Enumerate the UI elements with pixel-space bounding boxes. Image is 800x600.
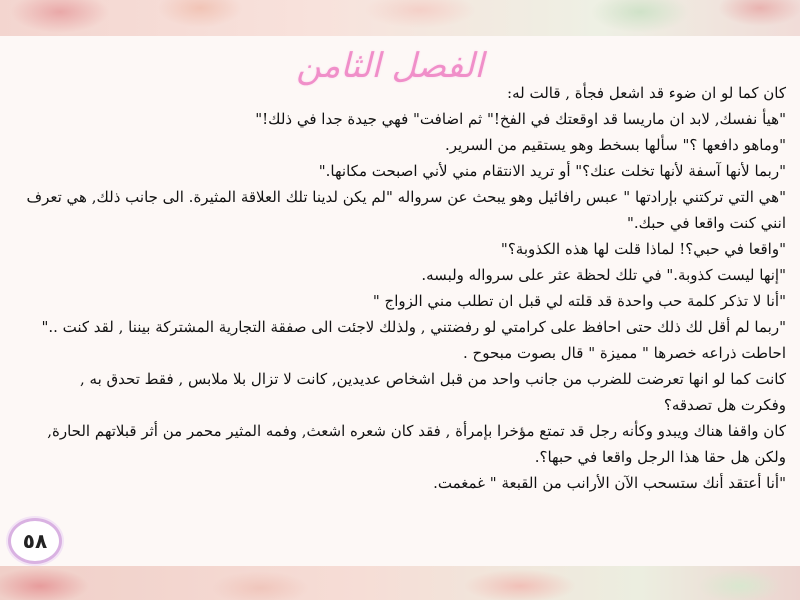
text-line: كان واقفا هناك ويبدو وكأنه رجل قد تمتع مؤخرا بإمرأة , فقد كان شعره اشعث, وفمه المثير محمر من أثر قبلاتهم الحارة, [47, 422, 786, 440]
text-line: ولكن هل حقا هذا الرجل واقعا في حبها؟. [534, 448, 786, 466]
page-number-badge [8, 518, 62, 564]
text-line: "إنها ليست كذوبة." في تلك لحظة عثر على سرواله ولبسه. [421, 266, 786, 284]
chapter-title: الفصل الثامن [296, 46, 484, 86]
text-line: كانت كما لو انها تعرضت للضرب من جانب واحد من قبل اشخاص عديدين, كانت لا تزال بلا ملابس , فقط تحدق به , [80, 370, 786, 388]
text-line: "ربما لم أقل لك ذلك حتى احافظ على كرامتي لو رفضتني , ولذلك لاجئت الى صفقة التجارية المشتركة بيننا , لقد كنت .." [41, 318, 786, 336]
text-line: "وماهو دافعها ؟" سألها بسخط وهو يستقيم من السرير. [445, 136, 786, 154]
text-line: "هي التي تركتني بإرادتها " عبس رافائيل وهو يبحث عن سرواله "لم يكن لدينا تلك العلاقة المثيرة. الى جانب ذلك, هي تعرف [26, 188, 786, 206]
text-line: احاطت ذراعه خصرها " مميزة " قال بصوت مبحوح . [462, 344, 786, 362]
decorative-top-border [0, 0, 800, 36]
decorative-bottom-border [0, 566, 800, 600]
text-line: وفكرت هل تصدقه؟ [663, 396, 786, 414]
text-line: انني كنت واقعا في حبك." [626, 214, 786, 232]
page-number: ٥٨ [22, 529, 48, 553]
text-line: "واقعا في حبي؟! لماذا قلت لها هذه الكذوبة؟" [500, 240, 786, 258]
text-line: "ربما لأنها آسفة لأنها تخلت عنك؟" أو تريد الانتقام مني لأني اصبحت مكانها." [318, 162, 786, 180]
chapter-text [14, 80, 786, 496]
text-line: "هيأ نفسك, لابد ان ماريسا قد اوقعتك في الفخ!" ثم اضافت" فهي جيدة جدا في ذلك!" [255, 110, 786, 128]
text-line: "أنا لا تذكر كلمة حب واحدة قد قلته لي قبل ان تطلب مني الزواج " [372, 292, 786, 310]
text-line: كان كما لو ان ضوء قد اشعل فجأة , قالت له: [507, 84, 786, 102]
text-line: "أنا أعتقد أنك ستسحب الآن الأرانب من القبعة " غمغمت. [433, 474, 786, 492]
